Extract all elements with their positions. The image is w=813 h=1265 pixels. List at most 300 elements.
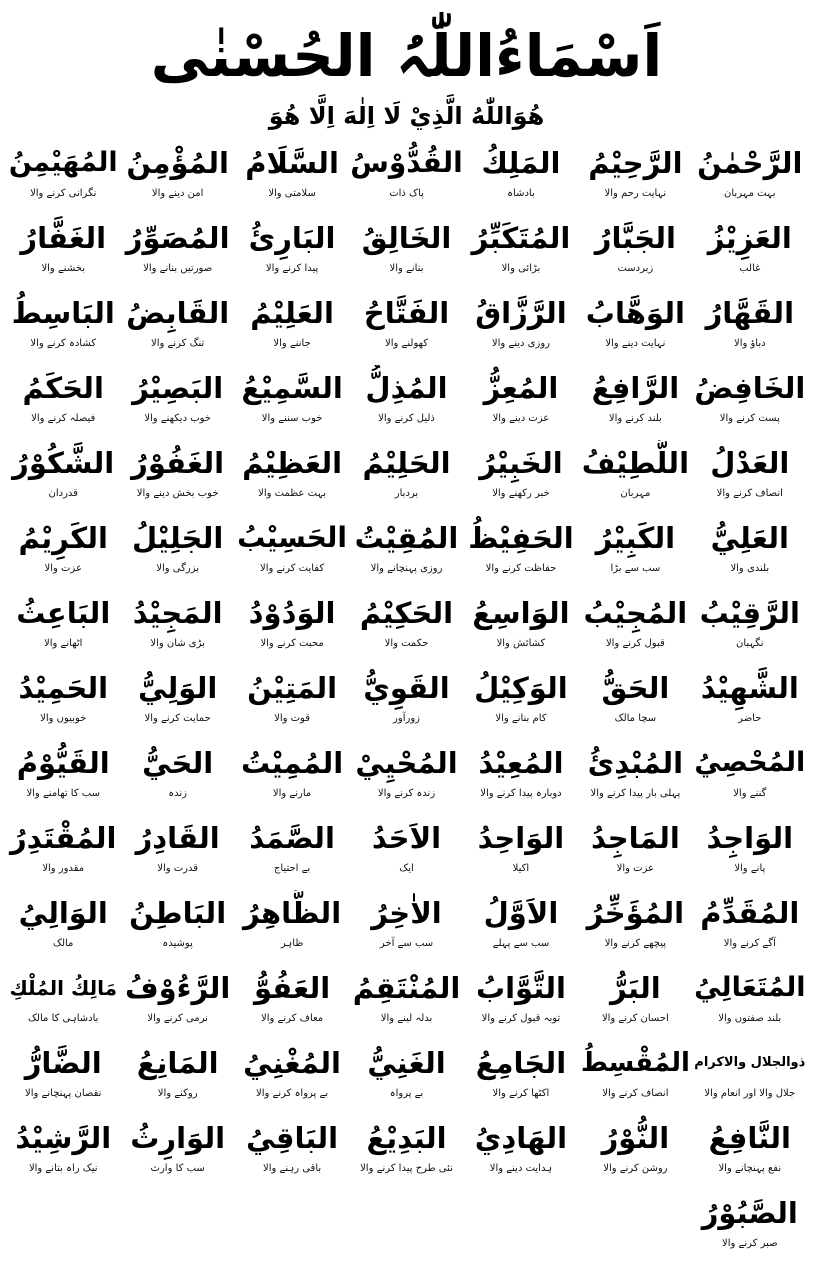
name-entry xyxy=(578,665,692,740)
arabic-name: السَّمِيْعُ xyxy=(241,371,343,405)
name-entry xyxy=(578,290,692,365)
arabic-name: المُذِلُّ xyxy=(365,371,448,405)
name-entry xyxy=(693,590,807,665)
urdu-meaning: نہایت دینے والا xyxy=(605,338,666,349)
arabic-name: المُقَدِّمُ xyxy=(700,896,800,930)
arabic-name: الخَبِيْرُ xyxy=(479,446,563,480)
urdu-meaning: تنگ کرنے والا xyxy=(150,338,205,349)
name-entry xyxy=(464,890,578,965)
arabic-name: الوَهَّابُ xyxy=(585,296,685,330)
arabic-name: الظَّاهِرُ xyxy=(243,896,342,930)
urdu-meaning: کفایت کرنے والا xyxy=(260,563,325,574)
name-entry xyxy=(464,515,578,590)
arabic-name: الرَّءُوْفُ xyxy=(124,971,231,1005)
name-entry xyxy=(349,740,463,815)
urdu-meaning: کھولنے والا xyxy=(385,338,428,349)
name-entry xyxy=(693,440,807,515)
arabic-name: الوَاجِدُ xyxy=(706,821,794,855)
urdu-meaning: روزی پہنچانے والا xyxy=(370,563,443,574)
arabic-name: الحَلِيْمُ xyxy=(362,446,451,480)
urdu-meaning: سب سے بڑا xyxy=(610,563,661,574)
name-entry xyxy=(235,590,349,665)
urdu-meaning: مقدور والا xyxy=(42,863,85,874)
arabic-name: العَدْلُ xyxy=(710,446,790,480)
urdu-meaning: نہایت رحم والا xyxy=(604,188,667,199)
arabic-name: المُعِيْدُ xyxy=(478,746,564,780)
arabic-name: الرَّافِعُ xyxy=(591,371,680,405)
name-entry xyxy=(464,815,578,890)
arabic-name: الحَكِيْمُ xyxy=(359,596,454,630)
urdu-meaning: بادشاہ xyxy=(507,188,535,199)
name-entry xyxy=(693,1115,807,1190)
name-entry xyxy=(578,215,692,290)
urdu-meaning: پانے والا xyxy=(734,863,766,874)
urdu-meaning: ظاہر xyxy=(280,938,304,949)
urdu-meaning: نئی طرح پیدا کرنے والا xyxy=(360,1163,453,1174)
arabic-name: المُحْيِيْ xyxy=(355,746,458,780)
arabic-name: الرَّشِيْدُ xyxy=(15,1121,112,1155)
name-entry xyxy=(693,740,807,815)
name-entry xyxy=(578,365,692,440)
name-entry xyxy=(693,890,807,965)
arabic-name: الوَلِيُّ xyxy=(138,671,218,705)
urdu-meaning: زندہ xyxy=(168,788,188,799)
arabic-name: القُدُّوْسُ xyxy=(350,146,463,179)
urdu-meaning: زبردست xyxy=(617,263,654,274)
arabic-name: الوَكِيْلُ xyxy=(474,671,568,705)
arabic-name: الرَّقِيْبُ xyxy=(699,596,800,630)
urdu-meaning: بے احتیاج xyxy=(273,863,311,874)
arabic-name: القَادِرُ xyxy=(135,821,220,855)
arabic-name: البَرُّ xyxy=(610,971,661,1005)
arabic-name: المُغْنِيُ xyxy=(243,1046,341,1080)
urdu-meaning: جلال والا اور انعام والا xyxy=(704,1088,796,1099)
arabic-name: المُؤَخِّرُ xyxy=(586,896,685,930)
name-entry xyxy=(235,1040,349,1115)
urdu-meaning: توبہ قبول کرنے والا xyxy=(481,1013,561,1024)
urdu-meaning: بادشاہی کا مالک xyxy=(27,1013,99,1024)
urdu-meaning: خوب دیکھنے والا xyxy=(144,413,211,424)
name-entry xyxy=(120,965,234,1040)
name-entry xyxy=(235,515,349,590)
urdu-meaning: پیچھے کرنے والا xyxy=(604,938,667,949)
arabic-name: العَظِيْمُ xyxy=(242,446,343,480)
name-entry xyxy=(120,140,234,215)
name-entry xyxy=(6,515,120,590)
name-entry xyxy=(120,815,234,890)
urdu-meaning: مارنے والا xyxy=(272,788,312,799)
name-entry xyxy=(693,815,807,890)
name-entry xyxy=(349,965,463,1040)
arabic-name: الوَاسِعُ xyxy=(472,596,570,630)
urdu-meaning: نفع پہنچانے والا xyxy=(718,1163,782,1174)
arabic-name: النَّافِعُ xyxy=(708,1121,791,1155)
urdu-meaning: صورتیں بنانے والا xyxy=(143,263,213,274)
urdu-meaning: روزی دینے والا xyxy=(491,338,550,349)
urdu-meaning: انصاف کرنے والا xyxy=(602,1088,669,1099)
page-title: اَسْمَاءُاللّٰہُ الحُسْنٰی xyxy=(150,22,663,90)
urdu-meaning: سب کا وارث xyxy=(150,1163,205,1174)
name-entry xyxy=(349,590,463,665)
arabic-name: الصَّبُوْرُ xyxy=(701,1196,798,1230)
name-entry xyxy=(464,140,578,215)
name-entry xyxy=(235,965,349,1040)
arabic-name: المُجِيْبُ xyxy=(583,596,688,630)
arabic-name: البَارِئُ xyxy=(248,221,336,255)
name-entry xyxy=(578,890,692,965)
name-entry xyxy=(120,215,234,290)
urdu-meaning: ایک xyxy=(399,863,414,874)
urdu-meaning: بے پرواہ xyxy=(389,1088,424,1099)
urdu-meaning: عزت دینے والا xyxy=(492,413,550,424)
name-entry xyxy=(464,1115,578,1190)
arabic-name: العَلِيْمُ xyxy=(250,296,334,330)
urdu-meaning: زورآور xyxy=(393,713,420,724)
name-entry xyxy=(349,1040,463,1115)
urdu-meaning: گننے والا xyxy=(733,788,767,799)
urdu-meaning: بزرگی والا xyxy=(156,563,200,574)
urdu-meaning: نیک راہ بتانے والا xyxy=(28,1163,98,1174)
name-entry xyxy=(120,365,234,440)
name-entry xyxy=(235,215,349,290)
arabic-name: الوَاحِدُ xyxy=(477,821,565,855)
arabic-name: الحَيُّ xyxy=(142,746,214,780)
name-entry xyxy=(235,815,349,890)
arabic-name: المُهَيْمِنُ xyxy=(8,147,118,178)
arabic-name: المُنْتَقِمُ xyxy=(352,971,461,1005)
name-entry xyxy=(349,290,463,365)
urdu-meaning: قدردان xyxy=(48,488,78,499)
name-entry xyxy=(693,965,807,1040)
arabic-name: الغَنِيُّ xyxy=(367,1046,446,1080)
name-entry xyxy=(349,1115,463,1190)
arabic-name: الخَالِقُ xyxy=(361,221,452,255)
arabic-name: الاٰخِرُ xyxy=(371,896,442,930)
urdu-meaning: دوبارہ پیدا کرنے والا xyxy=(480,788,562,799)
name-entry xyxy=(578,965,692,1040)
name-entry xyxy=(235,365,349,440)
arabic-name: الغَفُوْرُ xyxy=(131,446,225,480)
arabic-name: الشَّكُوْرُ xyxy=(12,446,115,480)
urdu-meaning: روشن کرنے والا xyxy=(603,1163,668,1174)
name-entry xyxy=(349,890,463,965)
arabic-name: المَجِيْدُ xyxy=(132,596,223,630)
urdu-meaning: قدرت والا xyxy=(157,863,199,874)
arabic-name: المُعِزُّ xyxy=(483,371,559,405)
urdu-meaning: کشادہ کرنے والا xyxy=(30,338,97,349)
name-entry xyxy=(120,290,234,365)
arabic-name: الرَّحْمٰنُ xyxy=(697,146,803,180)
arabic-name: مَالِكُ المُلْكِ xyxy=(9,976,117,1000)
urdu-meaning: سچا مالک xyxy=(614,713,657,724)
arabic-name: الجَبَّارُ xyxy=(594,221,676,255)
urdu-meaning: خوبیوں والا xyxy=(40,713,87,724)
arabic-name: الكَرِيْمُ xyxy=(18,521,108,555)
urdu-meaning: سب سے آخر xyxy=(379,938,434,949)
arabic-name: الغَفَّارُ xyxy=(20,221,107,255)
arabic-name: المُقْتَدِرُ xyxy=(10,821,117,855)
urdu-meaning: زندہ کرنے والا xyxy=(377,788,436,799)
arabic-name: البَدِيْعُ xyxy=(366,1121,447,1155)
name-entry xyxy=(578,1040,692,1115)
arabic-name: التَّوَّابُ xyxy=(475,971,566,1005)
arabic-name: المَانِعُ xyxy=(136,1046,219,1080)
name-entry xyxy=(6,890,120,965)
arabic-name: البَاطِنُ xyxy=(129,896,227,930)
arabic-name: الاَوَّلُ xyxy=(483,896,559,930)
name-entry xyxy=(349,515,463,590)
urdu-meaning: اٹھانے والا xyxy=(44,638,83,649)
urdu-meaning: سب سے پہلے xyxy=(492,938,550,949)
name-entry xyxy=(349,365,463,440)
arabic-name: الجَلِيْلُ xyxy=(132,521,224,555)
arabic-name: الفَتَّاحُ xyxy=(363,296,450,330)
urdu-meaning: حمایت کرنے والا xyxy=(144,713,211,724)
name-entry xyxy=(6,1040,120,1115)
arabic-name: المُتَعَالِيُ xyxy=(694,972,806,1003)
arabic-name: الحَسِيْبُ xyxy=(237,521,348,554)
urdu-meaning: صبر کرنے والا xyxy=(721,1238,778,1249)
name-entry xyxy=(120,740,234,815)
arabic-name: المُمِيْتُ xyxy=(240,746,344,780)
page-subtitle: هُوَاللّٰهُ الَّذِيْ لَا اِلٰهَ اِلَّا هُوَ xyxy=(268,102,545,130)
name-entry xyxy=(235,440,349,515)
urdu-meaning: پاک ذات xyxy=(389,188,424,199)
urdu-meaning: قبول کرنے والا xyxy=(605,638,665,649)
urdu-meaning: حاضر xyxy=(738,713,762,724)
urdu-meaning: نگہبان xyxy=(736,638,764,649)
urdu-meaning: بنانے والا xyxy=(389,263,424,274)
arabic-name: الحَكَمُ xyxy=(22,371,104,405)
arabic-name: الوَارِثُ xyxy=(130,1121,226,1155)
name-entry xyxy=(693,1190,807,1265)
urdu-meaning: خبر رکھنے والا xyxy=(492,488,550,499)
name-entry xyxy=(464,365,578,440)
arabic-name: العَفُوُّ xyxy=(253,971,331,1005)
name-entry xyxy=(693,365,807,440)
name-entry xyxy=(235,290,349,365)
urdu-meaning: بہت عظمت والا xyxy=(258,488,327,499)
urdu-meaning: اکٹھا کرنے والا xyxy=(492,1088,550,1099)
arabic-name: المَلِكُ xyxy=(481,146,561,180)
urdu-meaning: بردبار xyxy=(394,488,419,499)
name-entry xyxy=(120,440,234,515)
urdu-meaning: احسان کرنے والا xyxy=(601,1013,669,1024)
arabic-name: الرَّحِيْمُ xyxy=(588,146,683,180)
name-entry xyxy=(578,440,692,515)
arabic-name: القَهَّارُ xyxy=(705,296,795,330)
arabic-name: الوَدُوْدُ xyxy=(248,596,336,630)
name-entry xyxy=(6,215,120,290)
urdu-meaning: بخشنے والا xyxy=(41,263,85,274)
arabic-name: المَتِيْنُ xyxy=(247,671,338,705)
arabic-name: الاَحَدُ xyxy=(371,821,442,855)
arabic-name: الوَالِيُ xyxy=(18,896,108,930)
name-entry xyxy=(464,740,578,815)
name-entry xyxy=(6,665,120,740)
urdu-meaning: فیصلہ کرنے والا xyxy=(31,413,96,424)
urdu-meaning: پوشیدہ xyxy=(162,938,193,949)
name-entry xyxy=(235,140,349,215)
name-entry xyxy=(464,440,578,515)
arabic-name: المُبْدِئُ xyxy=(587,746,684,780)
name-entry xyxy=(578,515,692,590)
name-entry xyxy=(6,440,120,515)
arabic-name: الصَّمَدُ xyxy=(249,821,335,855)
name-entry xyxy=(6,740,120,815)
name-entry xyxy=(464,965,578,1040)
urdu-meaning: محبت کرنے والا xyxy=(260,638,324,649)
urdu-meaning: سب کا تھامنے والا xyxy=(26,788,100,799)
urdu-meaning: بڑی شان والا xyxy=(150,638,205,649)
name-entry xyxy=(120,1040,234,1115)
urdu-meaning: جاننے والا xyxy=(273,338,311,349)
name-entry xyxy=(235,740,349,815)
arabic-name: القَابِضُ xyxy=(126,296,230,330)
arabic-name: الكَبِيْرُ xyxy=(595,521,676,555)
name-entry xyxy=(578,815,692,890)
name-entry xyxy=(6,365,120,440)
name-entry xyxy=(235,890,349,965)
name-entry xyxy=(349,815,463,890)
name-entry xyxy=(349,665,463,740)
arabic-name: البَصِيْرُ xyxy=(132,371,224,405)
urdu-meaning: روکنے والا xyxy=(157,1088,198,1099)
arabic-name: المُصَوِّرُ xyxy=(125,221,230,255)
name-entry xyxy=(120,1115,234,1190)
arabic-name: النُّوْرُ xyxy=(601,1121,670,1155)
urdu-meaning: معاف کرنے والا xyxy=(260,1013,324,1024)
urdu-meaning: بے پرواہ کرنے والا xyxy=(255,1088,329,1099)
name-entry xyxy=(578,740,692,815)
name-entry xyxy=(6,965,120,1040)
urdu-meaning: نقصان پہنچانے والا xyxy=(25,1088,102,1099)
urdu-meaning: خوب بخش دینے والا xyxy=(136,488,219,499)
name-entry xyxy=(120,890,234,965)
name-entry xyxy=(693,140,807,215)
arabic-name: الرَّزَّاقُ xyxy=(475,296,567,330)
urdu-meaning: پست کرنے والا xyxy=(719,413,780,424)
arabic-name: القَيُّوْمُ xyxy=(16,746,110,780)
name-entry xyxy=(578,1115,692,1190)
arabic-name: المُقْسِطُ xyxy=(580,1048,690,1078)
urdu-meaning: بڑائی والا xyxy=(501,263,541,274)
urdu-meaning: عزت والا xyxy=(44,563,82,574)
name-entry xyxy=(349,440,463,515)
arabic-name: المَاجِدُ xyxy=(590,821,680,855)
urdu-meaning: قوت والا xyxy=(274,713,311,724)
urdu-meaning: ہدایت دینے والا xyxy=(489,1163,553,1174)
arabic-name: الشَّهِيْدُ xyxy=(700,671,799,705)
arabic-name: اللَّطِيْفُ xyxy=(581,446,690,480)
name-entry xyxy=(693,1040,807,1115)
arabic-name: ذوالجلال والاکرام xyxy=(694,1055,806,1070)
name-entry xyxy=(6,815,120,890)
name-entry xyxy=(120,590,234,665)
arabic-name: الخَافِضُ xyxy=(694,371,806,405)
arabic-name: الحَمِيْدُ xyxy=(18,671,109,705)
name-entry xyxy=(349,140,463,215)
name-entry xyxy=(464,215,578,290)
name-entry xyxy=(578,590,692,665)
urdu-meaning: باقی رہنے والا xyxy=(262,1163,322,1174)
arabic-name: المُحْصِيُ xyxy=(694,747,806,778)
arabic-name: القَوِيُّ xyxy=(363,671,450,705)
name-entry xyxy=(464,290,578,365)
urdu-meaning: نرمی کرنے والا xyxy=(147,1013,208,1024)
name-entry xyxy=(235,1115,349,1190)
name-entry xyxy=(120,515,234,590)
urdu-meaning: مہربان xyxy=(620,488,651,499)
arabic-name: الحَفِيْظُ xyxy=(468,521,574,555)
name-entry xyxy=(6,590,120,665)
urdu-meaning: اکیلا xyxy=(512,863,530,874)
arabic-name: الهَادِيُ xyxy=(474,1121,568,1155)
urdu-meaning: حکمت والا xyxy=(384,638,429,649)
name-entry xyxy=(464,665,578,740)
arabic-name: العَلِيُّ xyxy=(710,521,789,555)
urdu-meaning: دباؤ والا xyxy=(733,338,766,349)
names-grid xyxy=(6,140,807,1249)
name-entry xyxy=(6,140,120,215)
urdu-meaning: بہت مہربان xyxy=(724,188,776,199)
name-entry xyxy=(693,515,807,590)
urdu-meaning: بلند کرنے والا xyxy=(608,413,662,424)
urdu-meaning: پیدا کرنے والا xyxy=(265,263,319,274)
arabic-name: الضَّارُّ xyxy=(24,1046,102,1080)
arabic-name: البَاقِيُ xyxy=(246,1121,339,1155)
arabic-name: البَاسِطُ xyxy=(11,296,115,330)
arabic-name: المُؤْمِنُ xyxy=(126,146,229,180)
arabic-name: العَزِيْزُ xyxy=(707,221,792,255)
arabic-name: السَّلَامُ xyxy=(245,146,339,180)
urdu-meaning: عزت والا xyxy=(616,863,655,874)
urdu-meaning: آگے کرنے والا xyxy=(723,938,776,949)
urdu-meaning: امن دینے والا xyxy=(151,188,204,199)
name-entry xyxy=(464,1040,578,1115)
name-entry xyxy=(6,1115,120,1190)
urdu-meaning: غالب xyxy=(739,263,761,274)
urdu-meaning: بلند صفتوں والا xyxy=(718,1013,782,1024)
name-entry xyxy=(693,665,807,740)
name-entry xyxy=(120,665,234,740)
arabic-name: المُقِيْتُ xyxy=(354,521,459,555)
urdu-meaning: بلندی والا xyxy=(730,563,770,574)
urdu-meaning: ذلیل کرنے والا xyxy=(378,413,435,424)
name-entry xyxy=(693,290,807,365)
urdu-meaning: بدلہ لینے والا xyxy=(380,1013,433,1024)
urdu-meaning: نگرانی کرنے والا xyxy=(30,188,97,199)
name-entry xyxy=(349,215,463,290)
urdu-meaning: حفاظت کرنے والا xyxy=(485,563,557,574)
arabic-name: البَاعِثُ xyxy=(16,596,111,630)
name-entry xyxy=(6,290,120,365)
name-entry xyxy=(235,665,349,740)
urdu-meaning: پہلی بار پیدا کرنے والا xyxy=(590,788,681,799)
name-entry xyxy=(464,590,578,665)
urdu-meaning: کشائش والا xyxy=(496,638,546,649)
name-entry xyxy=(693,215,807,290)
arabic-name: الحَقُّ xyxy=(601,671,670,705)
name-entry xyxy=(578,140,692,215)
urdu-meaning: کام بنانے والا xyxy=(495,713,547,724)
arabic-name: المُتَكَبِّرُ xyxy=(471,221,571,255)
arabic-name: الجَامِعُ xyxy=(475,1046,567,1080)
urdu-meaning: خوب سننے والا xyxy=(261,413,323,424)
urdu-meaning: انصاف کرنے والا xyxy=(716,488,783,499)
urdu-meaning: سلامتی والا xyxy=(268,188,316,199)
urdu-meaning: مالک xyxy=(53,938,74,949)
